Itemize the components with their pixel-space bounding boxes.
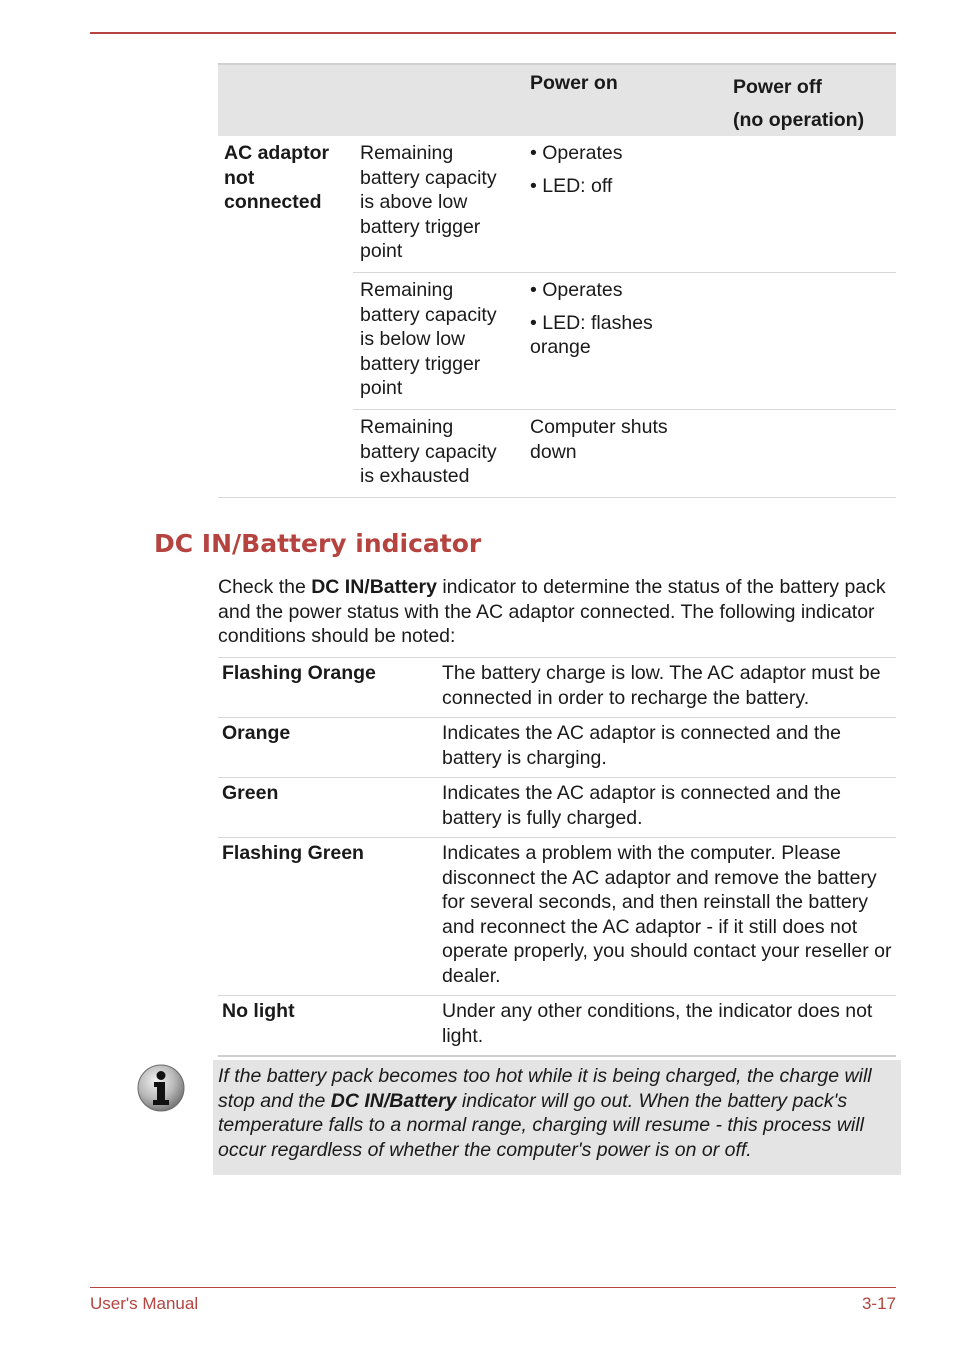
table-row [218,838,896,996]
section-title: DC IN/Battery indicator [154,529,482,558]
header-power-off: Power off (no operation) [733,76,865,131]
indicator-description: Indicates a problem with the computer. Please disconnect the AC adaptor and remove the battery for several seconds, and then reinstall the battery and reconnect the AC adaptor - if it still does not operate properly, you should contact your reseller or dealer. [442,842,892,987]
table-bottom-rule [218,497,896,498]
info-icon [136,1063,186,1113]
note-box [213,1060,901,1175]
indicator-label: No light [222,1000,295,1022]
power-table-body [218,136,896,498]
condition-cell: Remaining battery capacity is exhausted [360,416,497,487]
table-row [218,778,896,838]
indicator-description: Indicates the AC adaptor is connected and the battery is fully charged. [442,782,841,829]
indicator-label: Flashing Green [222,842,364,864]
indicator-description: Under any other conditions, the indicator does not light. [442,1000,873,1047]
table-row [218,658,896,718]
indicator-label: Green [222,782,279,804]
condition-cell: Remaining battery capacity is above low battery trigger point [360,142,497,262]
footer-manual-title: User's Manual [90,1294,199,1313]
power-on-cell: • Operates • LED: off [530,142,623,197]
table-row [218,718,896,778]
section-intro: Check the DC IN/Battery indicator to determine the status of the battery pack and the power status with the AC adaptor connected. The following indicator conditions should be noted: [218,576,886,647]
indicator-table [218,657,896,1057]
condition-cell: Remaining battery capacity is below low battery trigger point [360,279,497,399]
table-row [353,410,896,497]
row-label-ac-not-connected: AC adaptor not connected [224,142,330,213]
indicator-label: Flashing Orange [222,662,376,684]
table-row [353,136,896,273]
indicator-label: Orange [222,722,291,744]
table-row [218,996,896,1057]
indicator-description: Indicates the AC adaptor is connected and the battery is charging. [442,722,841,769]
note-text: If the battery pack becomes too hot while it is being charged, the charge will stop and the DC IN/Battery indicator will go out. When the battery pack's temperature falls to a normal range, charging will resume - this process will occur regardless of whether the computer's power is on or off. [218,1065,872,1161]
header-power-on: Power on [530,72,618,94]
table-row [353,273,896,410]
footer-rule [90,1287,896,1288]
power-on-cell: Computer shuts down [530,416,668,463]
power-on-cell: • Operates • LED: flashes orange [530,279,653,358]
indicator-description: The battery charge is low. The AC adaptor must be connected in order to recharge the battery. [442,662,881,709]
header-rule [90,32,896,34]
footer-page-number: 3-17 [861,1294,896,1313]
power-status-table [218,63,896,498]
power-table-header [218,63,896,136]
